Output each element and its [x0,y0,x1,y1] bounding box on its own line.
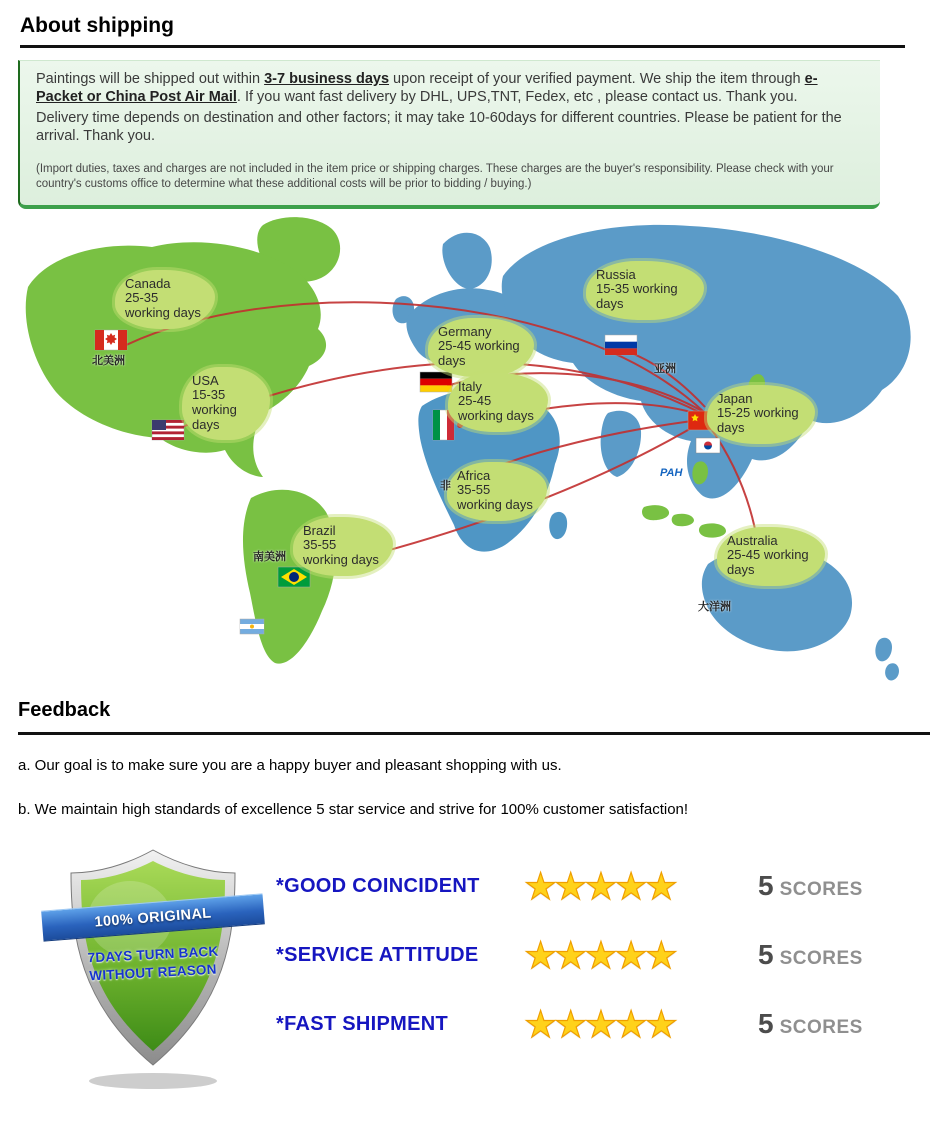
star-icon: ★ [644,865,675,907]
star-rating [524,934,736,976]
region-india [601,411,641,477]
bubble-time: 15-35 working days [192,387,237,432]
shipping-highlight-days: 3-7 business days [264,71,390,87]
map-bubble-australia [717,527,825,586]
feedback-section [0,699,950,1092]
flag-argentina [240,619,264,634]
star-icon: ★ [524,1003,555,1045]
flag-usa [152,420,184,440]
bubble-country: Japan [717,390,753,406]
shipping-map [10,215,940,683]
score-unit: SCORES [779,1017,863,1039]
feedback-visual [58,844,950,1092]
bubble-time: 15-35 working days [596,281,678,311]
shipping-text: Paintings will be shipped out within [36,71,265,87]
shipping-text: upon receipt of your verified payment. We ship the item through [389,71,805,87]
about-shipping-section [0,14,950,683]
rating-score [758,939,863,971]
bubble-country: Australia [727,532,778,548]
map-bubble-brazil [293,517,393,576]
score-number: 5 [758,870,774,902]
map-bubble-japan [707,385,815,444]
rating-row-good-coincident [276,852,863,921]
rating-list [276,852,863,1059]
rating-score [758,1008,863,1040]
bubble-country: Canada [125,275,171,291]
feedback-line-b: b. We maintain high standards of excellence 5 star service and strive for 100% customer satisfaction! [18,800,689,818]
guarantee-line-2: WITHOUT REASON [89,961,217,984]
island-new-zealand [875,638,899,681]
rating-label: *SERVICE ATTITUDE [276,943,479,966]
map-bubble-russia [586,261,704,320]
star-icon: ★ [614,865,645,907]
about-shipping-title: About shipping [20,14,905,48]
flag-germany [420,372,452,392]
bubble-country: Italy [458,378,482,394]
shield-shadow [89,1073,217,1089]
bubble-country: Russia [596,266,636,282]
map-bubble-canada [115,270,215,329]
rating-row-fast-shipment [276,990,863,1059]
region-label-africa: 非 [440,479,451,492]
bubble-time: 25-45 working days [727,547,809,577]
customs-fine-print: (Import duties, taxes and charges are not included in the item price or shipping charges. These charges are the buyer's responsibility. Please check with your country's customs office to determine what these additional costs will be prior to bidding / buying.) [36,162,834,191]
map-bubble-africa [447,462,547,521]
star-rating [524,1003,736,1045]
shipping-paragraph-1 [36,71,864,107]
star-icon: ★ [554,934,585,976]
score-number: 5 [758,1008,774,1040]
flag-brazil [278,567,310,587]
feedback-title: Feedback [18,699,930,735]
shipping-notice-box [18,60,880,209]
feedback-line-a: a. Our goal is to make sure you are a happy buyer and pleasant shopping with us. [18,756,562,774]
shipping-paragraph-2: Delivery time depends on destination and other factors; it may take 10-60days for different countries. Please be patient for the arrival. Thank you. [36,109,842,144]
region-label-north-america: 北美洲 [92,354,125,367]
region-label-oceania: 大洋洲 [698,600,731,613]
rating-score [758,870,863,902]
map-bubble-germany [428,318,534,377]
continent-asia [502,225,911,499]
star-icon: ★ [584,865,615,907]
shipping-highlight-carrier: e-Packet or China Post Air Mail [36,71,818,105]
bubble-country: Brazil [303,522,336,538]
continent-scandinavia [442,233,491,289]
star-icon: ★ [554,1003,585,1045]
flag-russia [605,335,637,355]
rating-label: *FAST SHIPMENT [276,1012,448,1035]
star-icon: ★ [584,1003,615,1045]
bubble-time: 35-55 working days [457,482,533,512]
shipping-text: . If you want fast delivery by DHL, UPS,TNT, Fedex, etc , please contact us. Thank you. [236,88,798,105]
guarantee-badge [58,844,248,1092]
rating-row-service-attitude [276,921,863,990]
region-label-sea: PAH [660,466,683,479]
star-icon: ★ [554,865,585,907]
star-icon: ★ [644,1003,675,1045]
bubble-country: USA [192,372,219,388]
islands-indonesia [642,505,726,537]
region-label-south-america: 南美洲 [253,550,286,563]
star-icon: ★ [524,934,555,976]
star-icon: ★ [584,934,615,976]
map-bubble-usa [182,367,270,440]
bubble-time: 25-35 working days [125,290,201,320]
map-bubble-italy [448,373,548,432]
rating-label: *GOOD COINCIDENT [276,874,480,897]
flag-south-korea [696,438,720,453]
island-madagascar [549,512,567,539]
bubble-time: 25-45 working days [438,338,520,368]
bubble-time: 35-55 working days [303,537,379,567]
star-rating [524,865,736,907]
star-icon: ★ [614,1003,645,1045]
star-icon: ★ [644,934,675,976]
flag-canada [95,330,127,350]
ribbon-text: 100% ORIGINAL [93,904,213,930]
guarantee-line-1: 7DAYS TURN BACK [87,943,219,966]
bubble-country: Germany [438,323,492,339]
region-label-asia: 亚洲 [654,362,676,375]
bubble-country: Africa [457,467,491,483]
star-icon: ★ [614,934,645,976]
star-icon: ★ [524,865,555,907]
score-number: 5 [758,939,774,971]
score-unit: SCORES [779,948,863,970]
score-unit: SCORES [779,879,863,901]
bubble-time: 15-25 working days [717,405,799,435]
bubble-time: 25-45 working days [458,393,534,423]
